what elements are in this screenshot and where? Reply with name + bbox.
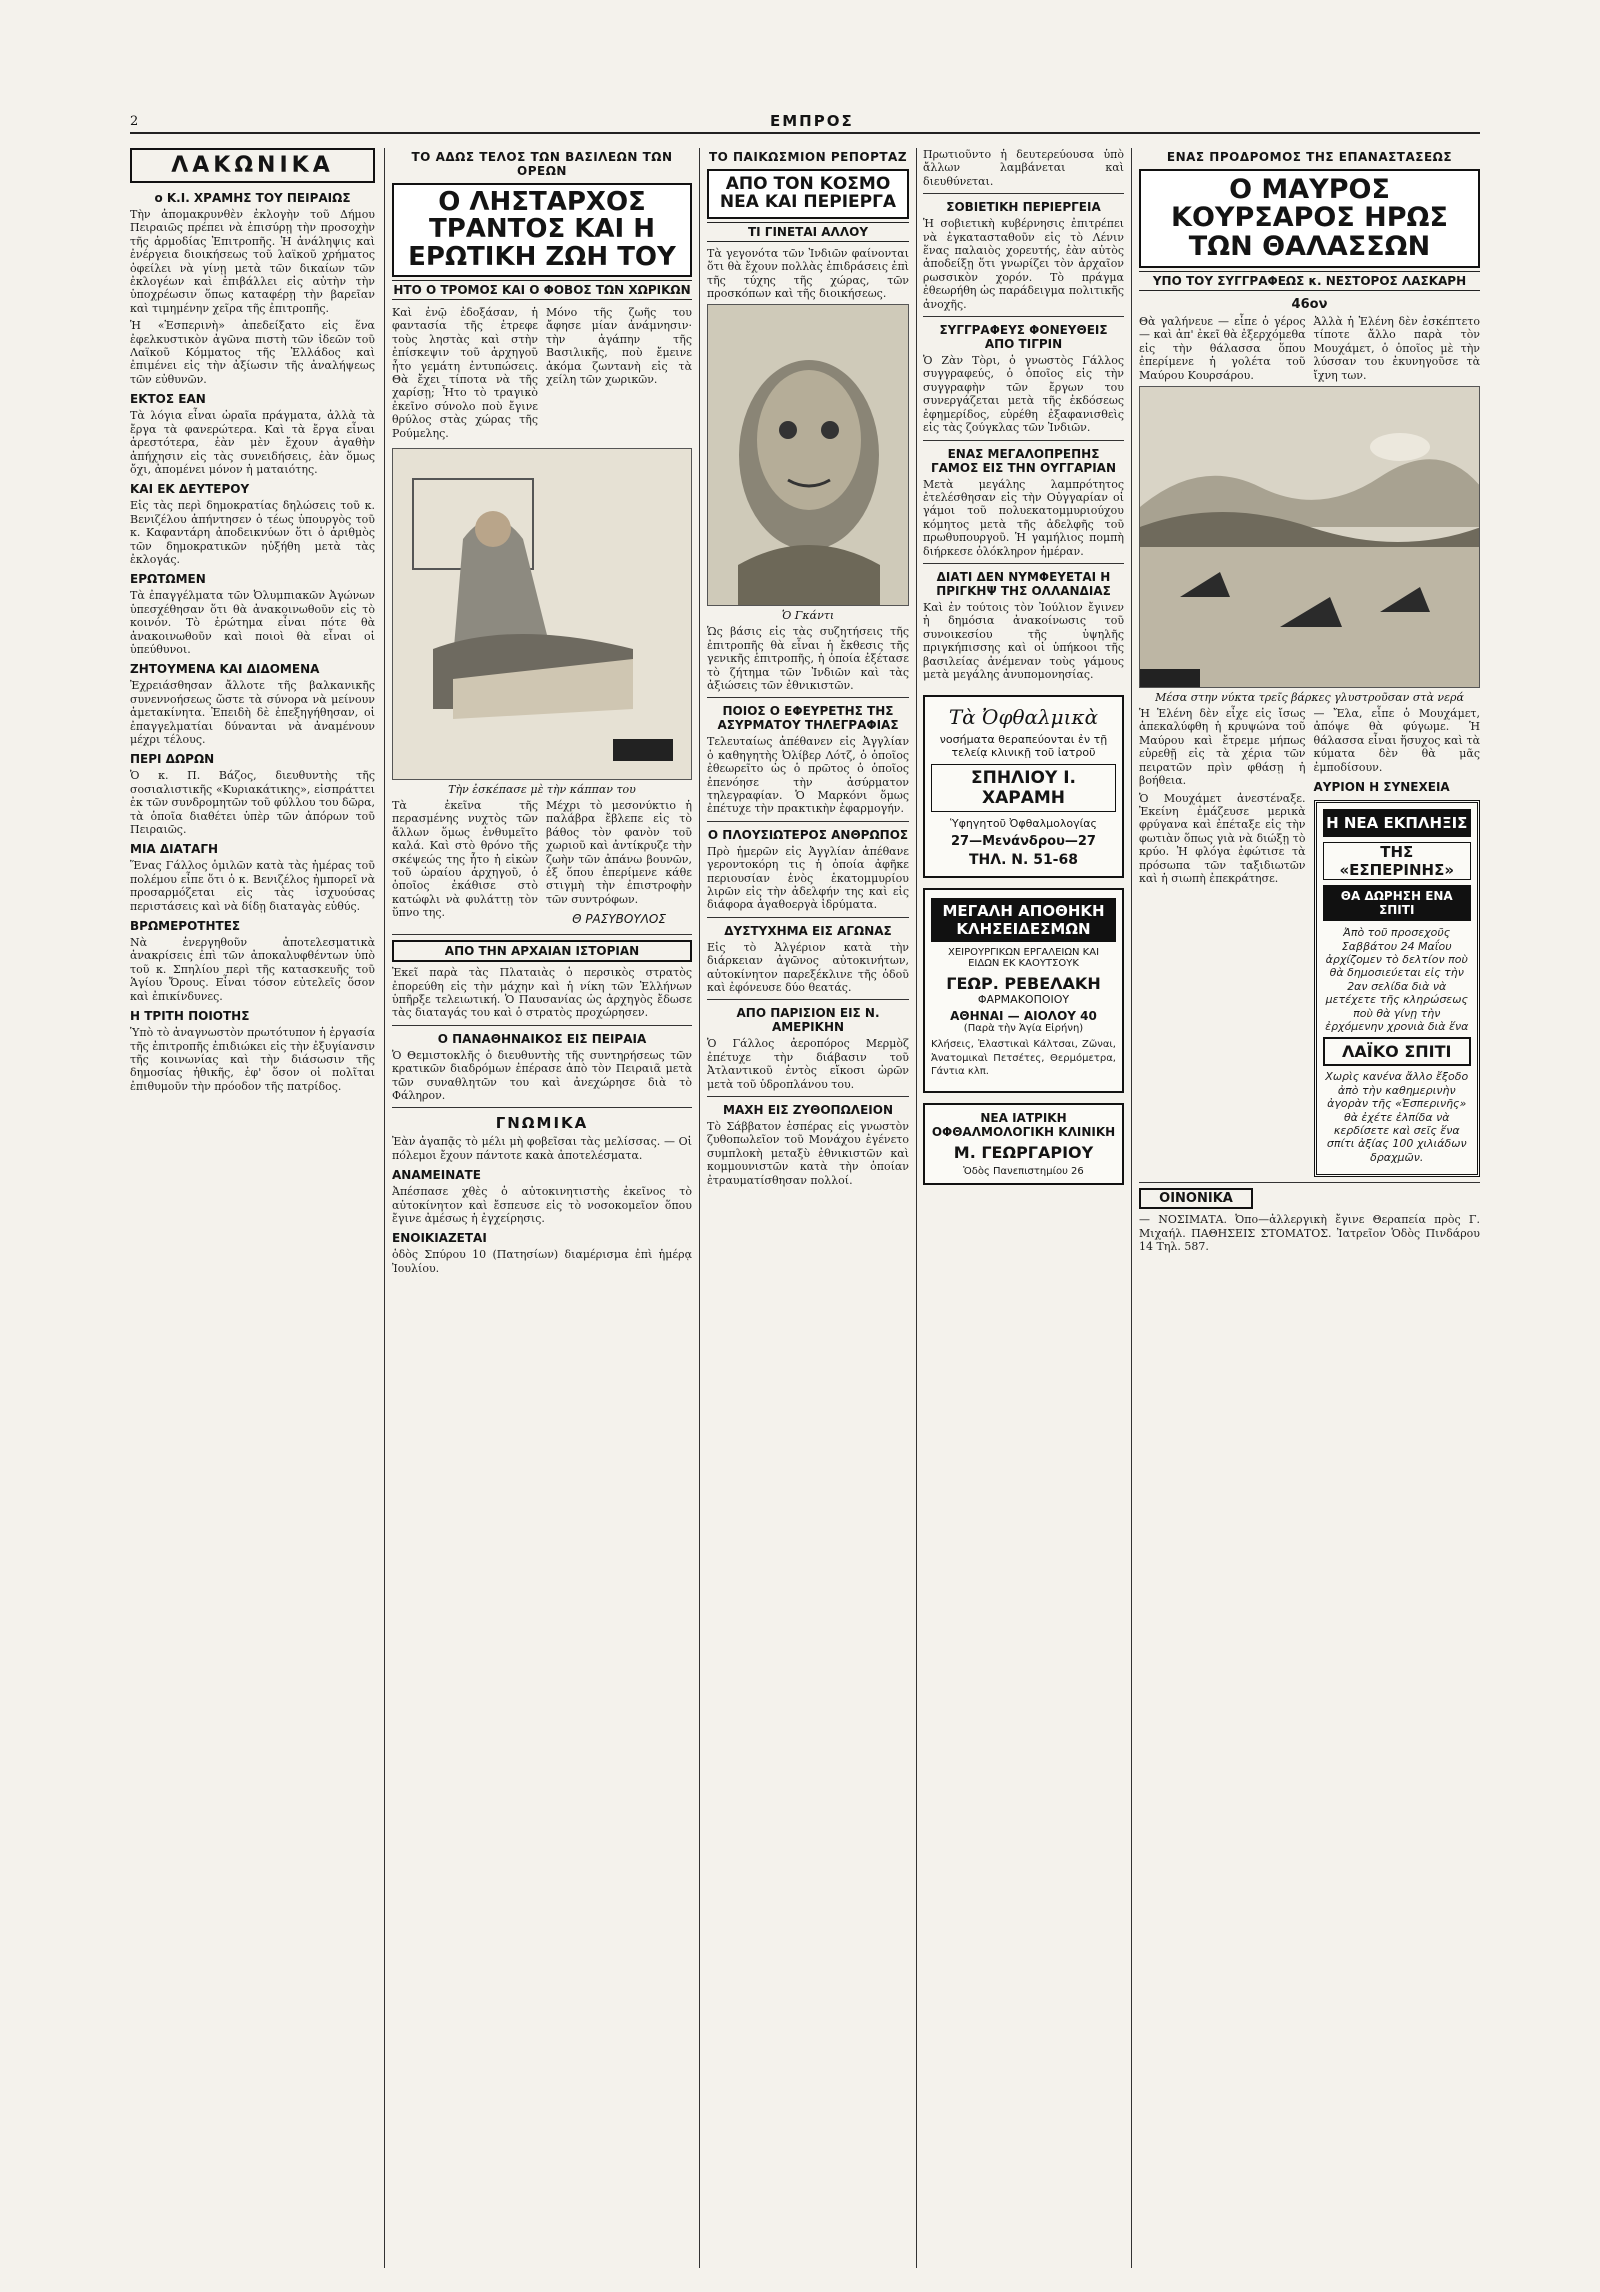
article-text: Τὸ Σάββατον ἑσπέρας εἰς γνωστὸν ζυθοπωλεῖον τοῦ Μονάχου ἐγένετο συμπλοκὴ μεταξὺ ἐθνικιστῶν καὶ κομμουνιστῶν κατὰ τὴν ὁποίαν ἐτραυματίσθησαν πολλοί. <box>707 1120 909 1187</box>
column-world-news <box>707 148 909 2268</box>
brief-title: ΠΕΡΙ ΔΩΡΩΝ <box>130 752 215 767</box>
carryover-text: Πρωτιοῦντο ἡ δευτερεύουσα ὑπὸ ἄλλων λαμβάνεται καὶ διευθύνεται. <box>923 148 1124 188</box>
story-paragraph: Ὁ Μουχάμετ ἀνεστέναξε. Ἐκείνη ἐμάζευσε μερικὰ φρύγανα καὶ ἐπέταξε εἰς τὴν φωτιὰν ὅπως γιὰ νὰ διώξῃ τὸ κρύο. Ἡ φλόγα ἐφώτισε τὰ πρόσωπα τῶν ταξιδιωτῶν καὶ ἡ σιωπὴ ἐπεκράτησε. <box>1139 791 1306 885</box>
article-title: ΠΟΙΟΣ Ο ΕΦΕΥΡΕΤΗΣ ΤΗΣ ΑΣΥΡΜΑΤΟΥ ΤΗΛΕΓΡΑΦΙΑΣ <box>717 704 899 733</box>
notice-text: Ἀπέσπασε χθὲς ὁ αὐτοκινητιστὴς ἐκεῖνος τὸ αὐτοκίνητον καὶ ἔσπευσε εἰς τὸ νοσοκομεῖον ὅπου ἔγινε ἀμέσως ἡ ἐγχείρησις. <box>392 1185 692 1226</box>
article-text: Τελευταίως ἀπέθανεν εἰς Ἀγγλίαν ὁ καθηγητὴς Ὀλίβερ Λότζ, ὁ ὁποῖος ἐθεωρεῖτο ὡς ὁ πρῶτος ὁ ὁποῖος ἐπενόησε τὴν ἀσύρματον τηλεγραφίαν. Ὁ Μαρκόνι ὅμως ἐπέτυχε τὴν πρακτικὴν ἐφαρμογήν. <box>707 735 909 816</box>
bottom-section-text: — ΝΟΣΙΜΑΤΑ. Ὀπο—ἀλλεργικὴ ἔγινε Θεραπεία πρὸς Γ. Μιχαήλ. ΠΑΘΗΣΕΙΣ ΣΤΟΜΑΤΟΣ. Ἰατρεῖον Ὁδὸς Πινδάρου 14 Τηλ. 587. <box>1139 1213 1480 1253</box>
brief-text: Ὁ κ. Π. Βάζος, διευθυντὴς τῆς σοσιαλιστικῆς «Κυριακάτικης», εἰσπράττει ἐκ τῶν συνδρομητῶν τοῦ φύλλου του δῶρα, τὰ ὁποῖα διαθέτει ὑπὲρ τῶν ἀπόρων τοῦ Πειραιῶς. <box>130 769 375 837</box>
ad-text: Κλήσεις, Ἐλαστικαὶ Κάλτσαι, Ζῶναι, Ἀνατομικαὶ Πετσέτες, Θερμόμετρα, Γάντια κλπ. <box>931 1039 1116 1078</box>
signature: Θ ΡΑΣΥΒΟΥΛΟΣ <box>572 912 666 927</box>
article-text: Ὁ Γάλλος ἀεροπόρος Μερμὸζ ἐπέτυχε τὴν διάβασιν τοῦ Ἀτλαντικοῦ ἐντὸς εἴκοσι ὡρῶν μετὰ τοῦ ὑδροπλάνου του. <box>707 1037 909 1091</box>
ad-clinic <box>923 1103 1124 1185</box>
article-text: Πρὸ ἡμερῶν εἰς Ἀγγλίαν ἀπέθανε γεροντοκόρη τις ἡ ὁποία ἀφῆκε περιουσίαν ἑνὸς ἑκατομμυρίου λιρῶν εἰς τὴν ἀδελφήν της καὶ εἰς διάφορα ἀγαθοεργὰ ἱδρύματα. <box>707 844 909 912</box>
column-lakonika <box>130 148 375 2268</box>
brief-title: ΕΚΤΟΣ ΕΑΝ <box>130 392 206 407</box>
ad-text: Ὑφηγητοῦ Ὀφθαλμολογίας <box>949 817 1098 831</box>
story-paragraph: Μέχρι τὸ μεσονύκτιο ἡ παλάβρα ἔβλεπε εἰς τὸ βάθος τὸν φανὸν τοῦ χωριοῦ καὶ ἀντίκρυζε τὴν ζωὴν τῶν ἀπάνω βουνῶν, ἐξ ὅπου ἐπερίμενε κάθε στιγμὴ τὴν ἐπιστροφὴν τῶν συντρόφων. <box>546 798 692 906</box>
brief-text: Νὰ ἐνεργηθοῦν ἀποτελεσματικὰ ἀνακρίσεις ἐπὶ τῶν ἀποκαλυφθέντων ὑπὸ τοῦ κ. Σπηλίου περὶ τῆς κατασκευῆς τοῦ Ἁγίου Ὄρους. Εἶναι τόσον εὐτελεῖς ὅσον καὶ ἐπικίνδυνες. <box>130 936 375 1003</box>
gnomika-text: Ἐὰν ἀγαπᾷς τὸ μέλι μὴ φοβεῖσαι τὰς μελίσσας. — Οἱ πόλεμοι ἔχουν πάντοτε κακὰ ἀποτελέσματα. <box>392 1135 692 1162</box>
promo-text: Ἀπὸ τοῦ προσεχοῦς Σαββάτου 24 Μαΐου ἀρχίζομεν τὸ δελτίον ποὺ θὰ δημοσιεύεται εἰς τὴν 2αν σελίδα διὰ νὰ μετέχετε τῆς κληρώσεως ποὺ θὰ γίνῃ τὴν ἐρχόμενην χρονιὰ διὰ ἕνα <box>1325 926 1469 1033</box>
notice-title: ΑΝΑΜΕΙΝΑΤΕ <box>392 1168 481 1183</box>
column-curiosities <box>923 148 1124 2268</box>
woman-reclining-illustration <box>393 449 692 779</box>
portrait-photo <box>707 304 909 606</box>
gnomika-title: ΓΝΩΜΙΚΑ <box>495 1114 589 1133</box>
brief-list <box>130 392 375 1093</box>
column-divider <box>1131 148 1132 2268</box>
brief-text: Τὰ λόγια εἶναι ὡραῖα πράγματα, ἀλλὰ τὰ ἔργα τὰ φανερώτερα. Καὶ τὰ ἔργα εἶναι ἀρεστότερα, ἐὰν μὲν ἔχουν ἀγαθὴν ἀπήχησιν εἰς τὰς συνειδήσεις, ἐὰν ὅμως ὄχι, ἀπομένει μόνον ἡ ματαιότης. <box>130 409 375 476</box>
portrait-caption: Ὁ Γκάντι <box>781 609 835 623</box>
story-paragraph: Θὰ γαλήνευε — εἶπε ὁ γέρος — καὶ ἀπ' ἐκεῖ θὰ ἐξερχόμεθα εἰς τὴν θάλασσα ὅπου ἐπερίμενε ἡ γολέτα τοῦ Μαύρου Κουρσάρου. <box>1139 315 1306 382</box>
brief-text: Ὑπὸ τὸ ἀναγνωστὸν πρωτότυπον ἡ ἐργασία τῆς ἐπιτροπῆς ἐπιδιώκει εἰς τὴν ἐξυγίανσιν τῆς κοινωνίας καὶ τὴν διάσωσιν τῆς δημοσίας ἠθικῆς, ἐφ' ὅσον οἱ πολῖται ἐπιθυμοῦν τὴν πρόοδον τῆς πατρίδος. <box>130 1026 375 1093</box>
ad-title: ΜΕΓΑΛΗ ΑΠΟΘΗΚΗ ΚΛΗΣΕΙΔΕΣΜΩΝ <box>931 898 1116 942</box>
headline: Ο ΛΗΣΤΑΡΧΟΣ ΤΡΑΝΤΟΣ ΚΑΙ Η ΕΡΩΤΙΚΗ ΖΩΗ ΤΟΥ <box>392 183 692 277</box>
sport-title: Ο ΠΑΝΑΘΗΝΑΙΚΟΣ ΕΙΣ ΠΕΙΡΑΙΑ <box>437 1031 647 1046</box>
rental-text: ὁδὸς Σπύρου 10 (Πατησίων) διαμέρισμα ἐπὶ ἡμέρᾳ Ἰουλίου. <box>392 1248 692 1275</box>
article-title: ΔΥΣΤΥΧΗΜΑ ΕΙΣ ΑΓΩΝΑΣ <box>724 923 892 938</box>
article-title: ΣΥΓΓΡΑΦΕΥΣ ΦΟΝΕΥΘΕΙΣ ΑΠΟ ΤΙΓΡΙΝ <box>939 323 1108 352</box>
history-box-text: Ἐκεῖ παρὰ τὰς Πλαταιὰς ὁ περσικὸς στρατὸς ἐπορεύθη εἰς τὴν μάχην καὶ ἡ νίκη τῶν Ἑλλήνων ὑπῆρξε τελειωτική. Ὁ Παυσανίας ὡς ἀρχηγὸς ἔδωσε τὰς διαταγάς του καὶ ὁ στρατὸς προχώρησεν. <box>392 966 692 1020</box>
subheadline: ΥΠΟ ΤΟΥ ΣΥΓΓΡΑΦΕΩΣ κ. ΝΕΣΤΟΡΟΣ ΛΑΣΚΑΡΗ <box>1139 271 1480 291</box>
column-divider <box>699 148 700 2268</box>
story-paragraph: Ὡς βάσις εἰς τὰς συζητήσεις τῆς ἐπιτροπῆς θὰ εἶναι ἡ ἔκθεσις τῆς γενικῆς ἐπιτροπῆς, ἡ ὁποία ἐξέτασε τὸ ζήτημα τῶν Ἰνδιῶν καὶ τὰς ἀξιώσεις τῶν ἐθνικιστῶν. <box>707 625 909 692</box>
column-divider <box>916 148 917 2268</box>
rental-title: ΕΝΟΙΚΙΑΖΕΤΑΙ <box>392 1231 487 1246</box>
brief-title: ΒΡΩΜΕΡΟΤΗΤΕΣ <box>130 919 241 934</box>
page-number: 2 <box>130 114 139 129</box>
story-paragraph: Ἀλλὰ ἡ Ἑλένη δὲν ἐσκέπτετο τίποτε ἄλλο παρὰ τὸν Μουχάμετ, ὁ ὁποῖος μὲ τὴν λύσσαν του ἐκυνηγοῦσε τὰ ἴχνη των. <box>1313 315 1480 382</box>
illustration-caption: Μέσα στην νύκτα τρεῖς βάρκες γλυστροῦσαν στὰ νερά <box>1155 691 1464 705</box>
subheadline: ΗΤΟ Ο ΤΡΟΜΟΣ ΚΑΙ Ο ΦΟΒΟΣ ΤΩΝ ΧΩΡΙΚΩΝ <box>392 280 692 300</box>
ad-address: Ὁδὸς Πανεπιστημίου 26 <box>963 1165 1084 1177</box>
article-title: ΕΝΑΣ ΜΕΓΑΛΟΠΡΕΠΗΣ ΓΑΜΟΣ ΕΙΣ ΤΗΝ ΟΥΓΓΑΡΙΑΝ <box>931 446 1116 475</box>
sport-text: Ὁ Θεμιστοκλῆς ὁ διευθυντὴς τῆς συντηρήσεως τῶν κρατικῶν διαδρόμων ἐπέρασε ἀπὸ τὸν Πειραιᾶ μετὰ τῶν συναθλητῶν του καὶ ἀνεχώρησε διὰ τὸ Φάληρον. <box>392 1048 692 1103</box>
article-text: Ὁ Ζὰν Τὸρι, ὁ γνωστὸς Γάλλος συγγραφεύς, ὁ ὁποῖος εἰς τὴν συγγραφὴν τῶν ἔργων του συνεργάζεται μετὰ τῆς ἐκδόσεως ἐφημερίδος, εὑρέθη ἐξαφανισθεὶς εἰς τὰς ζούγκλας τῶν Ἰνδιῶν. <box>923 354 1124 435</box>
ad-title: ΝΕΑ ΙΑΤΡΙΚΗ ΟΦΘΑΛΜΟΛΟΓΙΚΗ ΚΛΙΝΙΚΗ <box>931 1110 1116 1139</box>
history-box-title: ΑΠΟ ΤΗΝ ΑΡΧΑΙΑΝ ΙΣΤΟΡΙΑΝ <box>392 940 692 962</box>
intro-paragraph: Τὰ γεγονότα τῶν Ἰνδιῶν φαίνονται ὅτι θὰ ἔχουν πολλὰς ἐπιδράσεις ἐπὶ τῆς τύχης τῆς χώρας, τῶν προσκόπων καὶ τῆς διοικήσεως. <box>707 246 909 300</box>
illustration <box>392 448 692 780</box>
ad-address: 27—Μενάνδρου—27 <box>951 834 1096 850</box>
ad-doctor-name: Μ. ΓΕΩΡΓΑΡΙΟΥ <box>953 1142 1094 1162</box>
headline: Ο ΜΑΥΡΟΣ ΚΟΥΡΣΑΡΟΣ ΗΡΩΣ ΤΩΝ ΘΑΛΑΣΣΩΝ <box>1139 169 1480 268</box>
ad-text: νοσήματα θεραπεύονται ἐν τῇ τελείᾳ κλινικῇ τοῦ ἰατροῦ <box>939 733 1108 760</box>
headline: ΑΠΟ ΤΟΝ ΚΟΣΜΟ ΝΕΑ ΚΑΙ ΠΕΡΙΕΡΓΑ <box>707 169 909 219</box>
kicker: ΤΟ ΠΑΙΚΩΣΜΙΟΝ ΡΕΠΟΡΤΑΖ <box>708 150 908 164</box>
promo-title: Η ΝΕΑ ΕΚΠΛΗΞΙΣ <box>1323 809 1472 837</box>
column-black-corsair <box>1139 148 1480 2268</box>
brief-title: ΜΙΑ ΔΙΑΤΑΓΗ <box>130 842 219 857</box>
episode-number: 46ον <box>1291 297 1328 313</box>
article-title: Ο ΠΛΟΥΣΙΩΤΕΡΟΣ ΑΝΘΡΩΠΟΣ <box>707 827 909 842</box>
kicker: ΕΝΑΣ ΠΡΟΔΡΟΜΟΣ ΤΗΣ ΕΠΑΝΑΣΤΑΣΕΩΣ <box>1166 150 1453 164</box>
promo-subtitle: ΘΑ ΔΩΡΗΣΗ ΕΝΑ ΣΠΙΤΙ <box>1323 885 1472 921</box>
newspaper-name: ΕΜΠΡΟΣ <box>770 112 854 130</box>
lead-paragraph: Τὴν ἀπομακρυνθὲν ἐκλογὴν τοῦ Δήμου Πειραιῶς πρέπει νὰ ἐπισύρῃ τὴν προσοχὴν τῆς ἀρμοδίας Ἐπιτροπῆς. Ἡ ἀνάληψις καὶ ἐνέργεια διοικήσεως τοῦ λαϊκοῦ χρήματος ὀφείλει νὰ γίνῃ μετὰ τῶν δικαίων τῶν ἐκλογέων καὶ ἐπιβάλλει εἰς αὐτὴν τὴν ὑποχρέωσιν ὅπως καταφέρῃ τὴν βαρεῖαν καὶ τιμημένην χεῖρα τῆς ἐπιτροπῆς. <box>130 208 375 315</box>
brief-title: ΖΗΤΟΥΜΕΝΑ ΚΑΙ ΔΙΔΟΜΕΝΑ <box>130 662 320 677</box>
subheadline: ΤΙ ΓΙΝΕΤΑΙ ΑΛΛΟΥ <box>707 222 909 242</box>
continued-tomorrow: ΑΥΡΙΟΝ Η ΣΥΝΕΧΕΙΑ <box>1313 780 1450 795</box>
brief-text: Ἕνας Γάλλος ὁμιλῶν κατὰ τὰς ἡμέρας τοῦ πολέμου εἶπε ὅτι ὁ κ. Βενιζέλος ἠμπορεῖ νὰ προσαρμόζεται εἰς τὰς ἰσχυούσας περιστάσεις καὶ νὰ δίδῃ διαταγὰς εὐθύς. <box>130 859 375 913</box>
bottom-section-title: ΟΙΝΟΝΙΚΑ <box>1139 1188 1253 1209</box>
ad-ophthalmology <box>923 695 1124 878</box>
article-text: Ἡ σοβιετικὴ κυβέρνησις ἐπιτρέπει νὰ ἐγκατασταθοῦν εἰς τὸ Λένιν ἕνας παλαιὸς χορευτής, ἐὰν αὐτὸς ἀποδείξῃ ὅτι γνωρίζει τὸν ἀρχαῖον ρωσσικὸν χορόν. Τὸ πράγμα ἐθεωρήθη ὡς παράδειγμα πολιτικῆς ἀνοχῆς. <box>923 217 1124 311</box>
article-title: ΣΟΒΙΕΤΙΚΗ ΠΕΡΙΕΡΓΕΙΑ <box>946 200 1101 215</box>
promo-paper-name: ΤΗΣ «ΕΣΠΕΡΙΝΗΣ» <box>1323 842 1472 880</box>
brief-text: Τὰ ἐπαγγέλματα τῶν Ὀλυμπιακῶν Ἀγώνων ὑπεσχέθησαν ὅτι θὰ ἀνακοινωθοῦν εἰς τὸ κοινόν. Τὸ ἐρώτημα εἶναι πότε θὰ ἀνακοινωθοῦν καὶ ποιοὶ θὰ εἶναι οἱ ὑπεύθυνοι. <box>130 589 375 656</box>
brief-text: Ἐχρειάσθησαν ἄλλοτε τῆς βαλκανικῆς συνεννοήσεως ὥστε τὰ σύνορα νὰ μείνουν ἀμετακίνητα. Ἐπειδὴ δὲ ἐπεξηγήθησαν, οἱ ἐπαγγελματίαι δύνανται νὰ ἀναμένουν μέχρι τέλους. <box>130 679 375 746</box>
story-paragraph: Τὰ ἐκεῖνα τῆς περασμένης νυχτὸς τῶν ἄλλων ὅμως ἐνθυμεῖτο καλά. Καὶ στὸ θρόνο τῆς σκέψεώς της ἦτο ἡ εἰκὼν τοῦ ὡραίου ἀρχηγοῦ, ὁ ὁποῖος ἐκάθισε στὸ κατώφλι νὰ φυλάττῃ τὸν ὕπνο της. <box>392 798 538 920</box>
ad-text: ΧΕΙΡΟΥΡΓΙΚΩΝ ΕΡΓΑΛΕΙΩΝ ΚΑΙ ΕΙΔΩΝ ΕΚ ΚΑΟΥΤΣΟΥΚ <box>947 947 1100 970</box>
kicker: ΤΟ ΑΔΩΣ ΤΕΛΟΣ ΤΩΝ ΒΑΣΙΛΕΩΝ ΤΩΝ ΟΡΕΩΝ <box>411 150 673 178</box>
gandhi-portrait <box>708 305 909 605</box>
article-title: ΑΠΟ ΠΑΡΙΣΙΟΝ ΕΙΣ Ν. ΑΜΕΡΙΚΗΝ <box>736 1006 880 1035</box>
brief-title: ΕΡΩΤΩΜΕΝ <box>130 572 206 587</box>
section-title: ΛΑΚΩΝΙΚΑ <box>130 148 375 183</box>
illustration <box>1139 386 1480 688</box>
article-title: ΜΑΧΗ ΕΙΣ ΖΥΘΟΠΩΛΕΙΟΝ <box>723 1103 893 1118</box>
brief-title: Η ΤΡΙΤΗ ΠΟΙΟΤΗΣ <box>130 1009 250 1024</box>
byline: ο Κ.Ι. ΧΡΑΜΗΣ ΤΟΥ ΠΕΙΡΑΙΩΣ <box>154 191 351 205</box>
promo-highlight: ΛΑΪΚΟ ΣΠΙΤΙ <box>1323 1037 1472 1066</box>
article-text: Εἰς τὸ Ἀλγέριον κατὰ τὴν διάρκειαν ἀγῶνος αὐτοκινήτων, αὐτοκίνητον παρεξέκλινε τῆς ὁδοῦ καὶ ἐφόνευσε δύο θεατάς. <box>707 940 909 995</box>
ad-title: Τὰ Ὀφθαλμικὰ <box>948 705 1099 730</box>
lead-paragraph-2: Ἡ «Ἑσπερινὴ» ἀπεδείξατο εἰς ἕνα ἐφελκυστικὸν ἀγῶνα πιστὴ τῶν ἰδεῶν τοῦ Λαϊκοῦ Κόμματος τῆς Ἑλλάδος καὶ ἐπιμένει εἰς τὴν ἀξίωσιν τῆς ἀναλήψεως τῶν εὐθυνῶν. <box>130 319 375 386</box>
ad-doctor-name: ΣΠΗΛΙΟΥ Ι. ΧΑΡΑΜΗ <box>931 764 1116 812</box>
ad-text: (Παρὰ τὴν Ἁγία Εἰρήνη) <box>963 1023 1084 1035</box>
story-paragraph: Μόνο τῆς ζωῆς του ἄφησε μίαν ἀνάμνησιν· τὴν ἀγάπην τῆς Βασιλικῆς, ποὺ ἔμεινε ἀκόμα ζωντανὴ εἰς τὰ χείλη τῶν χωρικῶν. <box>546 305 692 386</box>
article-text: Μετὰ μεγάλης λαμπρότητος ἐτελέσθησαν εἰς τὴν Οὐγγαρίαν οἱ γάμοι τοῦ πολυεκατομμυριούχου κόμητος μετὰ τῆς ἀδελφῆς τοῦ πρωθυπουργοῦ. Ἡ γαμήλιος πομπὴ διήρκεσε ὁλόκληρον ἡμέραν. <box>923 477 1124 558</box>
boats-at-night-illustration <box>1140 387 1480 687</box>
column-lestarchos <box>392 148 692 2268</box>
article-title: ΔΙΑΤΙ ΔΕΝ ΝΥΜΦΕΥΕΤΑΙ Η ΠΡΙΓΚΗΨ ΤΗΣ ΟΛΛΑΝΔΙΑΣ <box>936 569 1111 598</box>
masthead <box>130 112 1480 134</box>
illustration-caption: Τὴν ἐσκέπασε μὲ τὴν κάππαν του <box>448 782 636 796</box>
ad-text: ΦΑΡΜΑΚΟΠΟΙΟΥ <box>977 993 1070 1007</box>
story-paragraph: — Ἔλα, εἶπε ὁ Μουχάμετ, ἀπόψε θὰ φύγωμε. Ἡ θάλασσα εἶναι ἥσυχος καὶ τὰ κύματα δὲν θὰ μᾶς ἐμποδίσουν. <box>1313 707 1480 774</box>
ad-pharmacy <box>923 888 1124 1092</box>
ad-phone: ΤΗΛ. Ν. 51-68 <box>969 852 1078 869</box>
promo-footer: Χωρὶς κανένα ἄλλο ἔξοδο ἀπὸ τὴν καθημερινὴν ἀγορὰν τῆς «Ἑσπερινῆς» θὰ ἐχέτε ἐλπίδα νὰ κερδίσετε καὶ σεῖς ἕνα σπίτι ἀξίας 100 χιλιάδων δραχμῶν. <box>1325 1070 1469 1164</box>
ad-pharmacist-name: ΓΕΩΡ. ΡΕΒΕΛΑΚΗ <box>946 974 1101 994</box>
column-divider <box>384 148 385 2268</box>
promo-box <box>1314 800 1481 1177</box>
brief-title: ΚΑΙ ΕΚ ΔΕΥΤΕΡΟΥ <box>130 482 250 497</box>
ad-address: ΑΘΗΝΑΙ — ΑΙΟΛΟΥ 40 <box>950 1009 1097 1024</box>
brief-text: Εἰς τὰς περὶ δημοκρατίας δηλώσεις τοῦ κ. Βενιζέλου ἀπήντησεν ὁ τέως ὑπουργὸς τοῦ κ. Καφαντάρη ἀποδεικνύων ὅτι ὁ ἀριθμὸς τῶν δημοκρατικῶν ηὐξήθη μετὰ τὰς ἐκλογάς. <box>130 499 375 566</box>
article-text: Καὶ ἐν τούτοις τὸν Ἰούλιον ἔγινεν ἡ δημόσια ἀνακοίνωσις τοῦ συνοικεσίου τῆς ὑψηλῆς πριγκήπισσης καὶ οἱ ὑπήκοοι τῆς βασιλείας ἀνέμεναν τοὺς γάμους μετὰ μεγάλης ἀνυπομονησίας. <box>923 600 1124 681</box>
story-paragraph: Καὶ ἐνῷ ἐδοξάσαν, ἡ φαντασία τῆς ἐτρεφε τοὺς ληστὰς καὶ στὴν ἐπίσκεψιν τοῦ ἀρχηγοῦ ἦτο γεμάτη ἐντυπώσεις. Θὰ ἔχει τίποτα νὰ τῆς χαρίσῃ; Ἦτο τὸ τραγικὸ ἐκεῖνο σύνολο ποὺ ἔγινε θρύλος στὰς χώρας τῆς Ρούμελης. <box>392 305 538 440</box>
story-paragraph: Ἡ Ἑλένη δὲν εἶχε εἰς ἴσως ἀπεκαλύφθη ἡ κρυψώνα τοῦ Μαύρου καὶ ἔτρεμε μήπως εὑρεθῇ εἰς τὰ χέρια τῶν πειρατῶν πρὶν φθάσῃ ἡ βοήθεια. <box>1139 707 1306 788</box>
